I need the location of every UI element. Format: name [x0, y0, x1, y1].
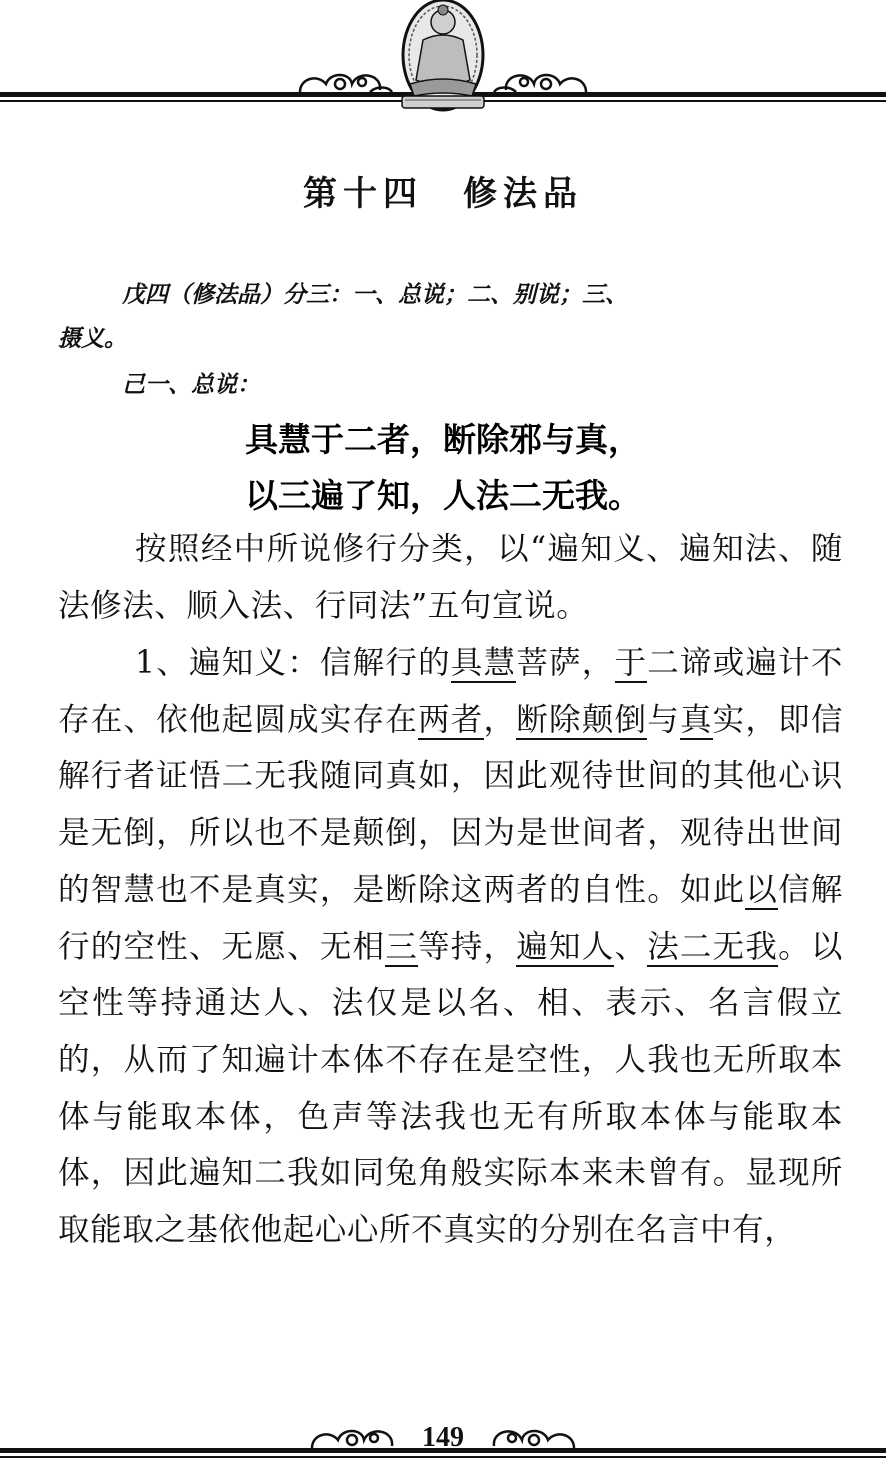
- page-header-ornament: [0, 0, 886, 120]
- underlined-term: 遍知人: [516, 928, 615, 965]
- text-segment: 。以空性等持通达人、法仅是以名、相、表示、名言假立的，从而了知遍计本体不存在是空性，人我也无所取本体与能取本体，色声等法我也无有所取本体与能取本体，因此遍知二我如同兔角般实际本来未曾有。显现所取能取之基依他起心心所不真实的分别在名言中有，: [58, 928, 843, 1249]
- underlined-term: 两者: [418, 701, 484, 738]
- underlined-term: 于: [614, 645, 648, 681]
- text-segment: 等持，: [418, 928, 517, 965]
- text-segment: 实，即信解行者证悟二无我随同真如，因此观待世间的其他心识是无倒，所以也不是颠倒，因为是世间者，观待出世间的智慧也不是真实，是断除这两者的自性。如此: [58, 701, 843, 908]
- cloud-ornament-left-icon: [300, 75, 392, 92]
- text-segment: 菩萨，: [516, 645, 615, 681]
- underlined-term: 真: [679, 701, 713, 738]
- text-segment: 1、遍知义：信解行的: [135, 645, 451, 681]
- header-border-svg: [0, 0, 886, 120]
- text-segment: 信解行的空性、无愿、无相: [58, 871, 843, 965]
- text-segment: 与: [647, 701, 680, 738]
- chapter-title: 第十四 修法品: [303, 174, 583, 214]
- outline-line-1: 戊四（修法品）分三：一、总说；二、别说；三、: [122, 282, 628, 308]
- cloud-ornament-right-icon: [494, 75, 586, 92]
- cloud-ornament-left-icon: [312, 1431, 392, 1448]
- underlined-term: 三: [385, 928, 419, 965]
- page-number: 149: [422, 1422, 464, 1453]
- verse-line-2: 以三遍了知，人法二无我。: [245, 476, 641, 515]
- commentary-paragraph-2: [58, 635, 843, 1259]
- text-segment: 、: [614, 928, 648, 965]
- outline-line-2: 摄义。: [58, 326, 127, 352]
- cloud-ornament-right-icon: [494, 1431, 574, 1448]
- text-segment: 二谛或遍计不存在、依他起圆成实存在: [58, 645, 843, 738]
- commentary-paragraph-1: 按照经中所说修行分类，以“遍知义、遍知法、随法修法、顺入法、行同法”五句宣说。: [58, 531, 843, 624]
- verse-line-1: 具慧于二者，断除邪与真，: [245, 420, 641, 459]
- text-segment: ，: [483, 701, 517, 738]
- outline-subheading: 己一、总说：: [122, 372, 260, 398]
- buddha-figure-icon: [402, 0, 484, 110]
- underlined-term: 断除颠倒: [516, 701, 648, 738]
- underlined-term: 具慧: [450, 645, 517, 681]
- underlined-term: 以: [745, 871, 779, 908]
- underlined-term: 法二无我: [647, 928, 779, 965]
